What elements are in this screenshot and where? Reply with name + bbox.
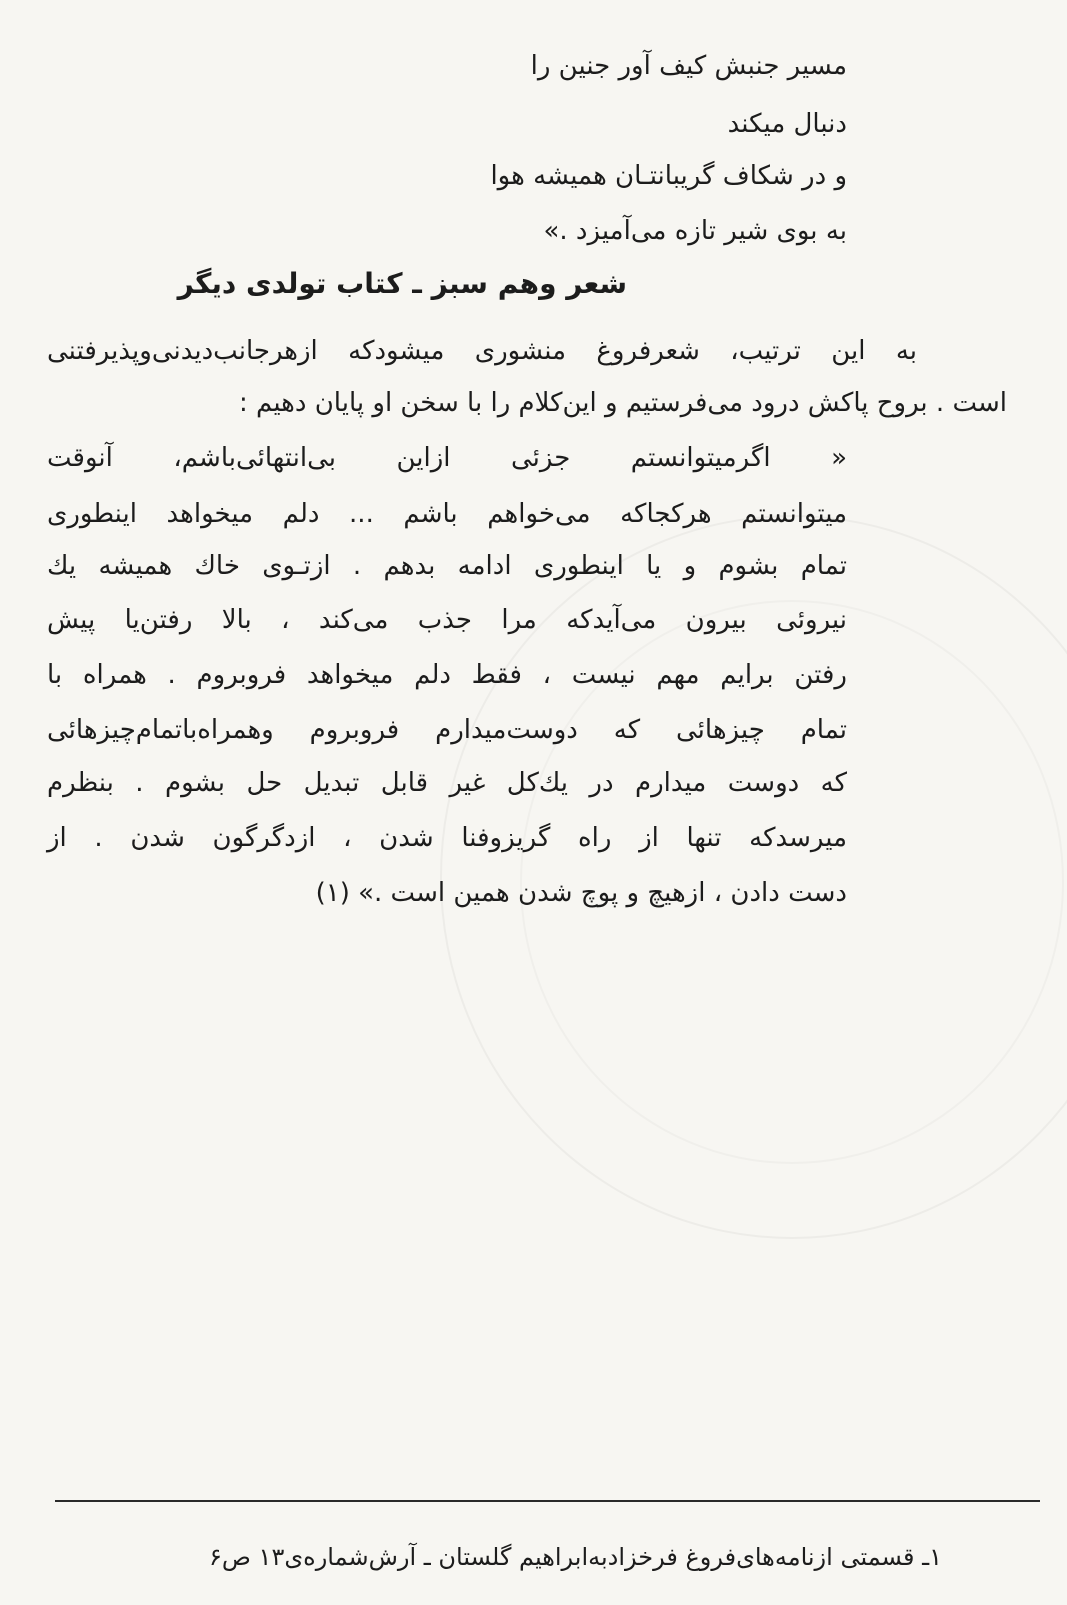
verse-line: و در شکاف گریبانتـان همیشه هوا	[490, 161, 847, 191]
quote-line: تمام بشوم و یا اینطوری ادامه بدهم . ازتـوی خاك همیشه یك	[47, 551, 847, 581]
quote-line: میرسدکه تنها از راه گریزوفنا شدن ، ازدگرگون شدن . از	[47, 823, 847, 853]
quote-line: میتوانستم هرکجاکه می‌خواهم باشم ... دلم میخواهد اینطوری	[47, 499, 847, 529]
quote-line: تمام چیزهائی که دوست‌میدارم فرو‌بروم وهمراه‌با‌تمام‌چیزهائی	[47, 715, 847, 745]
section-heading: شعر وهم سبز ـ کتاب تولدی دیگر	[177, 267, 627, 300]
footnote: ۱ـ قسمتی ازنامه‌های‌فروغ فرخزادبه‌ابراهیم گلستان ـ آرش‌شماره‌ی۱۳ ص۶	[209, 1543, 942, 1571]
quote-line: دست دادن ، ازهیچ و پوچ شدن همین است .» (۱)	[315, 878, 847, 908]
quote-line: رفتن برایم مهم نیست ، فقط دلم میخواهد فرو‌بروم . همراه با	[47, 660, 847, 690]
quote-line: نیروئی بیرون می‌آیدکه مرا جذب می‌کند ، بالا رفتن‌یا پیش	[47, 605, 847, 635]
verse-line: مسیر جنبش کیف آور جنین را	[530, 51, 847, 81]
quote-line: که دوست میدارم در یك‌کل غیر قابل تبدیل حل بشوم . بنظرم	[47, 768, 847, 798]
verse-line: دنبال میکند	[727, 109, 847, 139]
footnote-divider	[55, 1500, 1040, 1502]
paragraph-line: به این ترتیب، شعرفروغ منشوری میشودکه ازهرجانب‌دیدنی‌وپذیرفتنی	[47, 336, 917, 366]
paragraph-line: است . بروح پاکش درود می‌فرستیم و این‌کلام را با سخن او پایان دهیم :	[238, 388, 1007, 418]
quote-line: « اگرمیتوانستم جزئی ازاین بی‌انتهائی‌باشم، آنوقت	[47, 443, 847, 473]
verse-line: به بوی شیر تازه می‌آمیزد .»	[543, 216, 847, 246]
